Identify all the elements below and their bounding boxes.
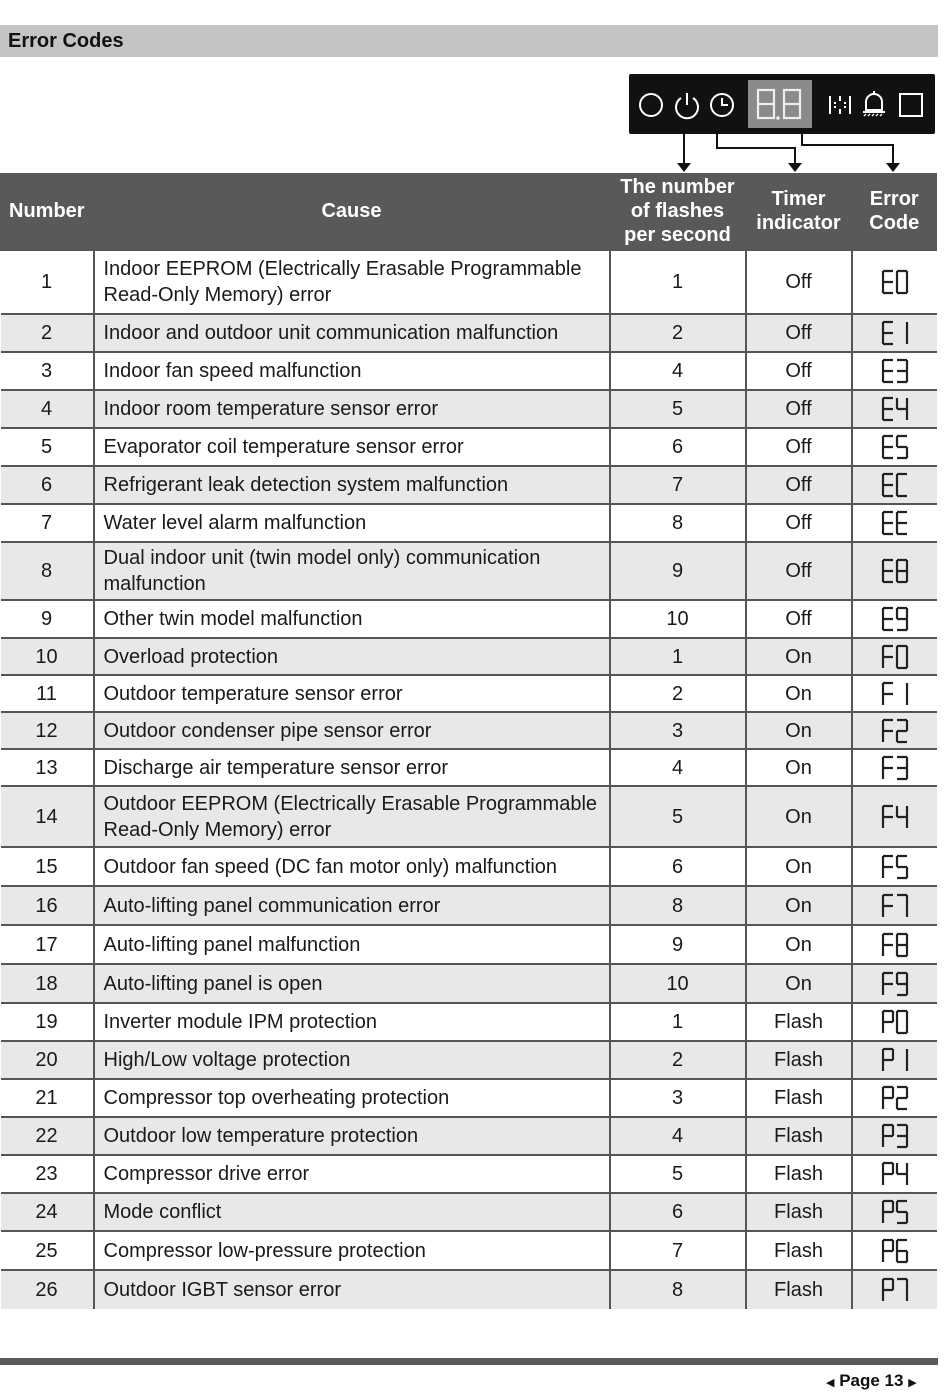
row-timer: Flash	[746, 1193, 852, 1231]
row-flashes: 7	[610, 1231, 746, 1270]
table-row	[1, 1079, 937, 1117]
seven-segment-code-icon	[880, 1237, 910, 1265]
row-timer: Flash	[746, 1041, 852, 1079]
seven-segment-code-icon	[880, 471, 910, 499]
row-timer: Flash	[746, 1003, 852, 1041]
row-timer: On	[746, 712, 852, 749]
table-header-row	[1, 173, 937, 250]
row-number: 20	[1, 1041, 94, 1079]
seven-segment-code-icon	[880, 853, 910, 881]
row-timer: On	[746, 925, 852, 964]
row-error-code	[852, 675, 937, 712]
header-code	[852, 173, 937, 250]
row-error-code	[852, 428, 937, 466]
row-number: 24	[1, 1193, 94, 1231]
row-flashes: 4	[610, 1117, 746, 1155]
row-timer: On	[746, 638, 852, 675]
row-number: 2	[1, 314, 94, 352]
header-flashes	[610, 173, 746, 250]
seven-segment-code-icon	[880, 395, 910, 423]
row-cause: Compressor drive error	[94, 1155, 610, 1193]
seven-segment-code-icon	[880, 1008, 910, 1036]
table-row	[1, 250, 937, 314]
row-flashes: 2	[610, 675, 746, 712]
table-row	[1, 638, 937, 675]
row-number: 1	[1, 250, 94, 314]
row-flashes: 5	[610, 390, 746, 428]
row-number: 18	[1, 964, 94, 1003]
row-flashes: 2	[610, 314, 746, 352]
row-timer: On	[746, 675, 852, 712]
row-cause: Mode conflict	[94, 1193, 610, 1231]
seven-segment-code-icon	[880, 357, 910, 385]
seven-segment-code-icon	[880, 1198, 910, 1226]
row-number: 5	[1, 428, 94, 466]
row-error-code	[852, 600, 937, 638]
row-flashes: 8	[610, 886, 746, 925]
row-cause: Auto-lifting panel malfunction	[94, 925, 610, 964]
row-flashes: 8	[610, 504, 746, 542]
row-error-code	[852, 1193, 937, 1231]
row-cause: Auto-lifting panel communication error	[94, 886, 610, 925]
row-number: 17	[1, 925, 94, 964]
row-cause: Refrigerant leak detection system malfunction	[94, 466, 610, 504]
row-number: 26	[1, 1270, 94, 1309]
row-cause: Indoor EEPROM (Electrically Erasable Programmable Read-Only Memory) error	[94, 250, 610, 314]
seven-segment-code-icon	[880, 1084, 910, 1112]
row-number: 10	[1, 638, 94, 675]
row-cause: Outdoor low temperature protection	[94, 1117, 610, 1155]
row-cause: High/Low voltage protection	[94, 1041, 610, 1079]
seven-segment-code-icon	[880, 754, 910, 782]
seven-segment-code-icon	[880, 680, 910, 708]
row-flashes: 8	[610, 1270, 746, 1309]
table-row	[1, 466, 937, 504]
row-flashes: 1	[610, 638, 746, 675]
row-error-code	[852, 638, 937, 675]
table-row	[1, 1231, 937, 1270]
table-row	[1, 542, 937, 600]
row-flashes: 2	[610, 1041, 746, 1079]
indicator-arrows	[0, 0, 950, 180]
row-timer: Off	[746, 314, 852, 352]
row-error-code	[852, 749, 937, 786]
header-flashes-line: The number	[620, 176, 735, 198]
row-error-code	[852, 712, 937, 749]
row-number: 7	[1, 504, 94, 542]
seven-segment-code-icon	[880, 509, 910, 537]
row-timer: Off	[746, 352, 852, 390]
table-row	[1, 352, 937, 390]
row-timer: Flash	[746, 1155, 852, 1193]
header-flashes-line: per second	[624, 224, 731, 246]
row-number: 15	[1, 847, 94, 886]
row-timer: Off	[746, 466, 852, 504]
row-flashes: 9	[610, 925, 746, 964]
row-error-code	[852, 1231, 937, 1270]
seven-segment-code-icon	[880, 433, 910, 461]
header-code-line: Error	[869, 188, 919, 210]
row-error-code	[852, 964, 937, 1003]
header-cause: Cause	[94, 173, 610, 250]
row-cause: Evaporator coil temperature sensor error	[94, 428, 610, 466]
row-number: 23	[1, 1155, 94, 1193]
seven-segment-code-icon	[880, 892, 910, 920]
row-error-code	[852, 250, 937, 314]
table-row	[1, 847, 937, 886]
header-timer-line: Timer	[771, 188, 826, 210]
row-cause: Indoor room temperature sensor error	[94, 390, 610, 428]
seven-segment-code-icon	[880, 1160, 910, 1188]
row-flashes: 9	[610, 542, 746, 600]
table-row	[1, 1041, 937, 1079]
row-cause: Auto-lifting panel is open	[94, 964, 610, 1003]
row-number: 21	[1, 1079, 94, 1117]
table-row	[1, 1003, 937, 1041]
table-row	[1, 964, 937, 1003]
previous-page-icon[interactable]: ◀	[826, 1377, 835, 1389]
row-cause: Indoor and outdoor unit communication malfunction	[94, 314, 610, 352]
table-row	[1, 314, 937, 352]
row-timer: On	[746, 847, 852, 886]
seven-segment-code-icon	[880, 803, 910, 831]
row-flashes: 3	[610, 1079, 746, 1117]
row-flashes: 1	[610, 1003, 746, 1041]
table-row	[1, 428, 937, 466]
page-number: Page 13	[839, 1371, 904, 1390]
row-number: 13	[1, 749, 94, 786]
row-error-code	[852, 1041, 937, 1079]
row-error-code	[852, 786, 937, 847]
row-flashes: 4	[610, 749, 746, 786]
table-row	[1, 1155, 937, 1193]
section-title: Error Codes	[0, 25, 938, 57]
table-row	[1, 675, 937, 712]
row-cause: Compressor low-pressure protection	[94, 1231, 610, 1270]
row-cause: Outdoor temperature sensor error	[94, 675, 610, 712]
table-row	[1, 925, 937, 964]
row-error-code	[852, 314, 937, 352]
row-error-code	[852, 1117, 937, 1155]
row-timer: On	[746, 886, 852, 925]
row-number: 19	[1, 1003, 94, 1041]
seven-segment-code-icon	[880, 1276, 910, 1304]
row-cause: Overload protection	[94, 638, 610, 675]
row-number: 12	[1, 712, 94, 749]
table-row	[1, 749, 937, 786]
row-flashes: 5	[610, 1155, 746, 1193]
seven-segment-code-icon	[880, 557, 910, 585]
seven-segment-code-icon	[880, 605, 910, 633]
next-page-icon[interactable]: ▶	[908, 1377, 917, 1389]
row-error-code	[852, 847, 937, 886]
row-number: 9	[1, 600, 94, 638]
header-timer	[746, 173, 852, 250]
table-row	[1, 390, 937, 428]
seven-segment-code-icon	[880, 1122, 910, 1150]
table-row	[1, 1270, 937, 1309]
row-flashes: 6	[610, 847, 746, 886]
row-flashes: 10	[610, 600, 746, 638]
table-row	[1, 1193, 937, 1231]
row-number: 4	[1, 390, 94, 428]
row-timer: Off	[746, 250, 852, 314]
row-flashes: 7	[610, 466, 746, 504]
row-timer: Off	[746, 542, 852, 600]
row-error-code	[852, 1270, 937, 1309]
row-number: 14	[1, 786, 94, 847]
row-cause: Compressor top overheating protection	[94, 1079, 610, 1117]
row-timer: Off	[746, 428, 852, 466]
seven-segment-code-icon	[880, 1046, 910, 1074]
row-cause: Indoor fan speed malfunction	[94, 352, 610, 390]
footer-rule	[0, 1358, 938, 1365]
row-number: 3	[1, 352, 94, 390]
table-row	[1, 600, 937, 638]
row-cause: Inverter module IPM protection	[94, 1003, 610, 1041]
row-error-code	[852, 504, 937, 542]
row-cause: Outdoor fan speed (DC fan motor only) malfunction	[94, 847, 610, 886]
page-navigation	[826, 1370, 917, 1392]
row-timer: Flash	[746, 1270, 852, 1309]
row-flashes: 4	[610, 352, 746, 390]
row-flashes: 5	[610, 786, 746, 847]
row-timer: Off	[746, 504, 852, 542]
row-timer: Off	[746, 600, 852, 638]
row-flashes: 3	[610, 712, 746, 749]
table-row	[1, 1117, 937, 1155]
row-error-code	[852, 352, 937, 390]
row-number: 16	[1, 886, 94, 925]
header-timer-line: indicator	[756, 212, 841, 234]
row-error-code	[852, 466, 937, 504]
row-number: 11	[1, 675, 94, 712]
seven-segment-code-icon	[880, 319, 910, 347]
row-flashes: 6	[610, 428, 746, 466]
seven-segment-code-icon	[880, 931, 910, 959]
row-cause: Dual indoor unit (twin model only) communication malfunction	[94, 542, 610, 600]
row-timer: On	[746, 786, 852, 847]
row-timer: Flash	[746, 1079, 852, 1117]
row-cause: Outdoor EEPROM (Electrically Erasable Programmable Read-Only Memory) error	[94, 786, 610, 847]
row-error-code	[852, 542, 937, 600]
row-flashes: 1	[610, 250, 746, 314]
row-cause: Outdoor IGBT sensor error	[94, 1270, 610, 1309]
row-number: 6	[1, 466, 94, 504]
row-number: 25	[1, 1231, 94, 1270]
row-timer: On	[746, 749, 852, 786]
row-timer: Flash	[746, 1231, 852, 1270]
header-flashes-line: of flashes	[630, 200, 725, 222]
row-cause: Discharge air temperature sensor error	[94, 749, 610, 786]
header-number: Number	[1, 173, 94, 250]
row-number: 22	[1, 1117, 94, 1155]
seven-segment-code-icon	[880, 268, 910, 296]
row-cause: Other twin model malfunction	[94, 600, 610, 638]
row-error-code	[852, 1155, 937, 1193]
row-timer: On	[746, 964, 852, 1003]
table-row	[1, 786, 937, 847]
seven-segment-code-icon	[880, 643, 910, 671]
row-timer: Flash	[746, 1117, 852, 1155]
seven-segment-code-icon	[880, 717, 910, 745]
row-error-code	[852, 1003, 937, 1041]
table-row	[1, 504, 937, 542]
row-error-code	[852, 925, 937, 964]
row-error-code	[852, 886, 937, 925]
row-cause: Water level alarm malfunction	[94, 504, 610, 542]
header-code-line: Code	[869, 212, 920, 234]
error-code-table	[0, 173, 937, 1309]
row-error-code	[852, 1079, 937, 1117]
row-number: 8	[1, 542, 94, 600]
row-cause: Outdoor condenser pipe sensor error	[94, 712, 610, 749]
seven-segment-code-icon	[880, 970, 910, 998]
row-flashes: 10	[610, 964, 746, 1003]
table-row	[1, 886, 937, 925]
row-error-code	[852, 390, 937, 428]
table-row	[1, 712, 937, 749]
row-flashes: 6	[610, 1193, 746, 1231]
row-timer: Off	[746, 390, 852, 428]
